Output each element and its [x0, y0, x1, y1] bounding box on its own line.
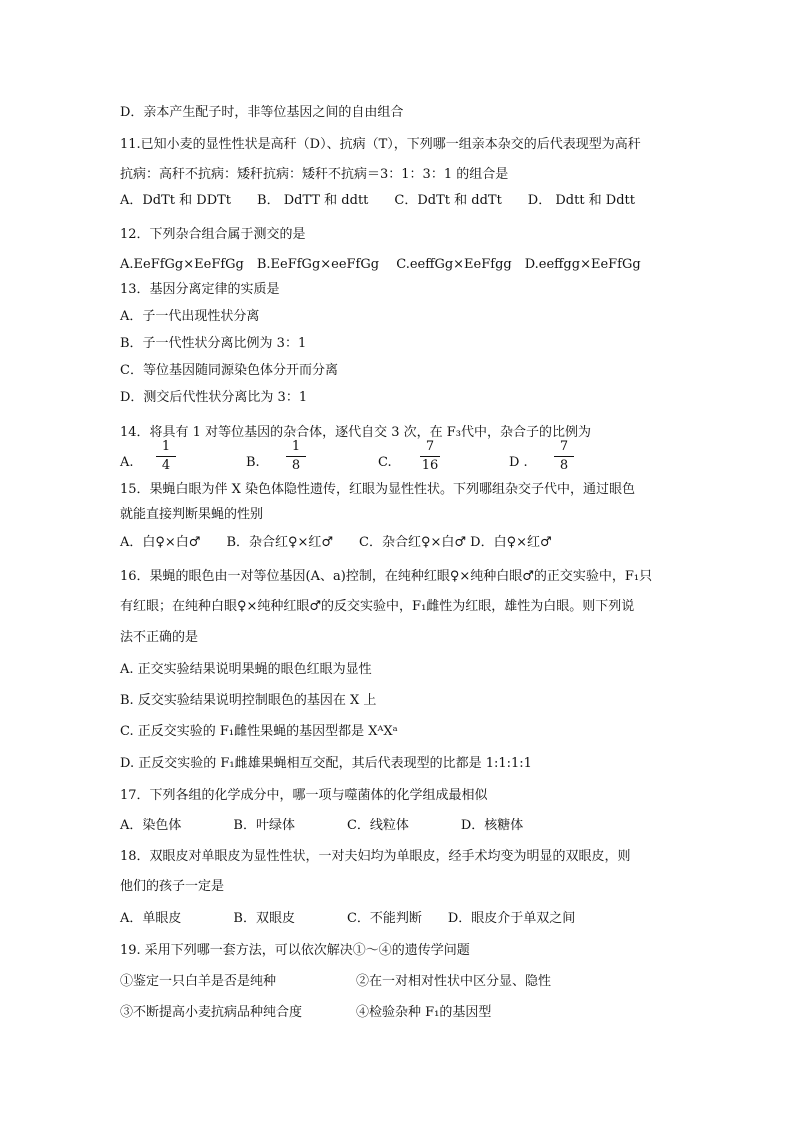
q14-option-c-label: C. — [378, 455, 392, 470]
question-17-options: A．染色体 B．叶绿体 C．线粒体 D．核糖体 — [120, 818, 524, 833]
question-12-options: A.EeFfGg×EeFfGg B.EeFfGg×eeFfGg C.eeffGg×EeFfgg D.eeffgg×EeFfGg — [120, 257, 641, 272]
question-13-stem: 13．基因分离定律的实质是 — [120, 282, 280, 297]
question-11-stem-cont: 抗病：高秆不抗病：矮秆抗病：矮秆不抗病＝3：1：3：1 的组合是 — [120, 167, 509, 182]
fraction-numerator: 7 — [425, 439, 435, 454]
fraction-numerator: 7 — [559, 439, 569, 454]
q14-option-a-fraction — [154, 440, 178, 473]
question-18-stem: 18．双眼皮对单眼皮为显性性状，一对夫妇均为单眼皮，经手术均变为明显的双眼皮，则 — [120, 849, 631, 864]
question-19-item-4: ④检验杂种 F₁的基因型 — [356, 1005, 492, 1020]
question-19-item-3: ③不断提高小麦抗病品种纯合度 — [120, 1005, 303, 1020]
question-19-item-1: ①鉴定一只白羊是否是纯种 — [120, 974, 277, 989]
question-12-stem: 12．下列杂合组合属于测交的是 — [120, 227, 306, 242]
question-17-stem: 17．下列各组的化学成分中，哪一项与噬菌体的化学组成最相似 — [120, 788, 488, 803]
question-13-option-a: A．子一代出现性状分离 — [120, 309, 260, 324]
question-13-option-d: D．测交后代性状分离比为 3：1 — [120, 390, 308, 405]
question-14-stem: 14．将具有 1 对等位基因的杂合体，逐代自交 3 次，在 F₃代中，杂合子的比例为 — [120, 425, 591, 440]
q14-option-a-label: A. — [120, 455, 134, 470]
q14-option-b-label: B. — [246, 455, 260, 470]
question-19-stem: 19. 采用下列哪一套方法，可以依次解决①～④的遗传学问题 — [120, 943, 470, 958]
fraction-denominator: 4 — [161, 458, 171, 473]
fraction-bar — [156, 456, 176, 457]
q14-option-b-fraction — [284, 440, 308, 473]
fraction-denominator: 16 — [421, 458, 439, 473]
question-16-option-d: D. 正反交实验的 F₁雌雄果蝇相互交配，其后代表现型的比都是 1:1:1:1 — [120, 756, 532, 771]
question-16-stem: 16．果蝇的眼色由一对等位基因(A、a)控制，在纯种红眼♀×纯种白眼♂的正交实验中，F₁只 — [120, 569, 653, 584]
q14-option-d-fraction — [552, 440, 576, 473]
question-19-item-2: ②在一对相对性状中区分显、隐性 — [356, 974, 552, 989]
fraction-bar — [420, 456, 440, 457]
question-16-option-a: A. 正交实验结果说明果蝇的眼色红眼为显性 — [120, 662, 372, 677]
question-15-options: A．白♀×白♂ B．杂合红♀×红♂ C．杂合红♀×白♂ D．白♀×红♂ — [120, 535, 552, 550]
fraction-bar — [554, 456, 574, 457]
q14-option-c-fraction — [418, 440, 442, 473]
question-10-option-d: D．亲本产生配子时，非等位基因之间的自由组合 — [120, 105, 404, 120]
question-13-option-c: C．等位基因随同源染色体分开而分离 — [120, 363, 338, 378]
question-18-stem-cont: 他们的孩子一定是 — [120, 879, 225, 894]
fraction-denominator: 8 — [291, 458, 301, 473]
fraction-bar — [286, 456, 306, 457]
question-13-option-b: B．子一代性状分离比例为 3：1 — [120, 336, 307, 351]
fraction-numerator: 1 — [161, 439, 171, 454]
question-15-stem-cont: 就能直接判断果蝇的性别 — [120, 507, 264, 522]
question-18-options: A．单眼皮 B．双眼皮 C．不能判断 D．眼皮介于单双之间 — [120, 911, 576, 926]
question-11-stem: 11.已知小麦的显性性状是高秆（D）、抗病（T），下列哪一组亲本杂交的后代表现型为高秆 — [120, 137, 641, 152]
q14-option-d-label: D . — [509, 455, 528, 470]
question-16-stem-cont: 有红眼；在纯种白眼♀×纯种红眼♂的反交实验中，F₁雌性为红眼，雄性为白眼。则下列说 — [120, 599, 635, 614]
question-15-stem: 15．果蝇白眼为伴 X 染色体隐性遗传，红眼为显性性状。下列哪组杂交子代中，通过眼色 — [120, 482, 636, 497]
question-11-options: A．DdTt 和 DDTt B． DdTT 和 ddtt C．DdTt 和 ddTt D． Ddtt 和 Ddtt — [120, 193, 635, 208]
fraction-numerator: 1 — [291, 439, 301, 454]
fraction-denominator: 8 — [559, 458, 569, 473]
question-16-option-c: C. 正反交实验的 F₁雌性果蝇的基因型都是 XᴬXᵃ — [120, 724, 398, 739]
question-16-stem-end: 法不正确的是 — [120, 630, 199, 645]
question-16-option-b: B. 反交实验结果说明控制眼色的基因在 X 上 — [120, 693, 377, 708]
